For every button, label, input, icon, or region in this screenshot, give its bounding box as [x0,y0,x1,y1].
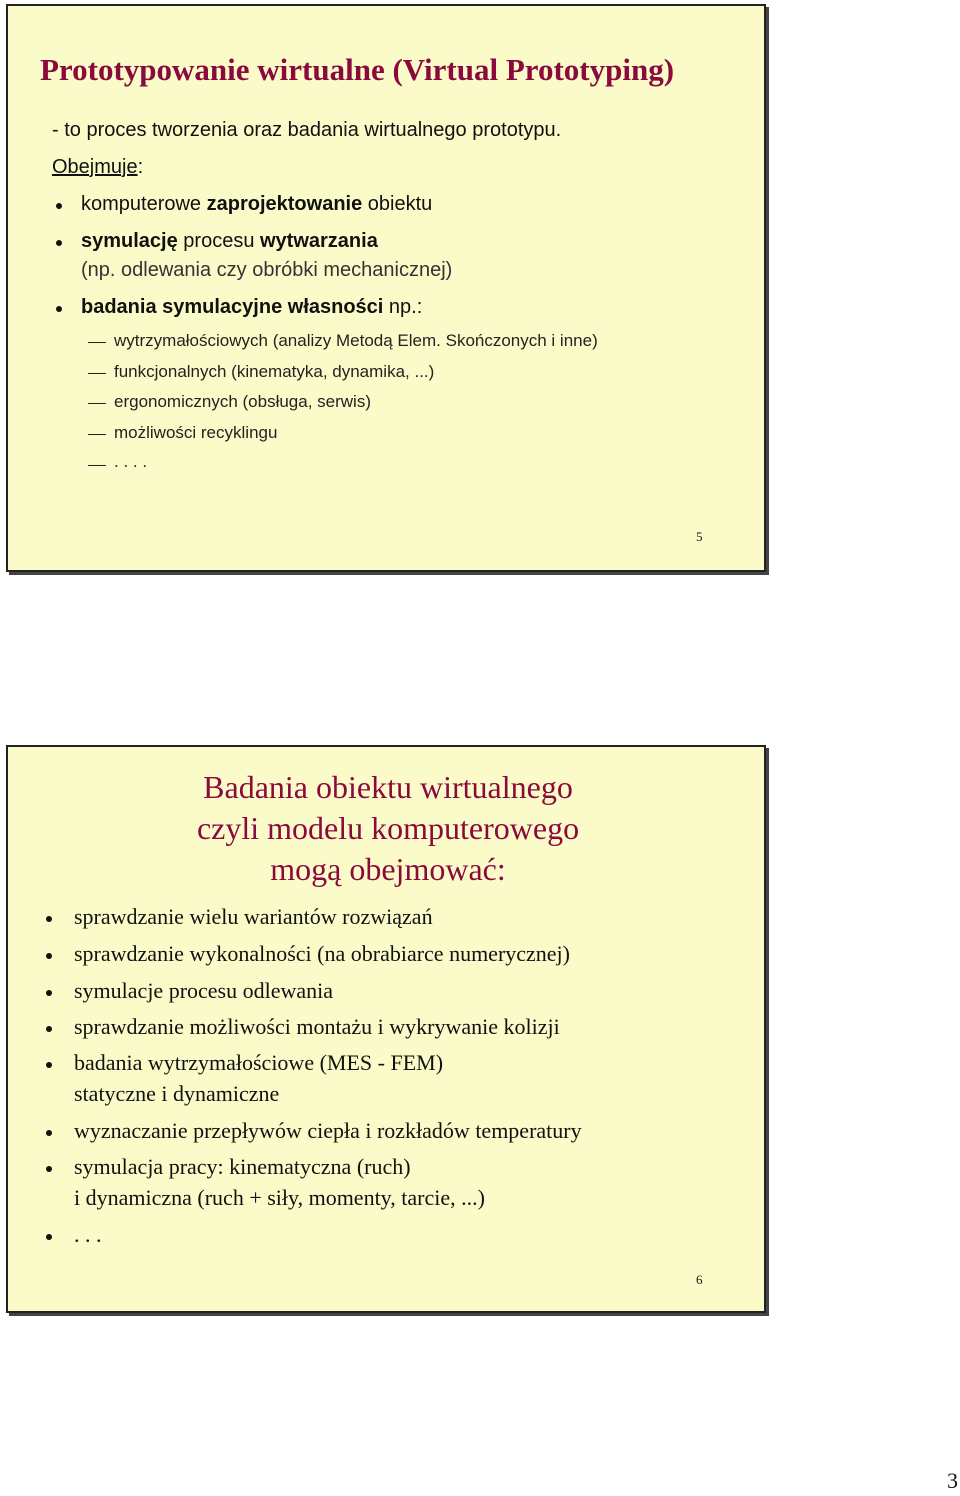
sub-item: funkcjonalnych (kinematyka, dynamika, ...) [114,362,435,381]
bullet-icon [46,1130,52,1136]
list-item: sprawdzanie możliwości montażu i wykrywanie kolizji [74,1014,560,1039]
bullet-icon [46,953,52,959]
page-number: 3 [947,1468,958,1493]
slide-title-line: Badania obiektu wirtualnego [203,769,573,805]
covers-link[interactable]: Obejmuje [52,156,138,178]
bullet-icon [46,990,52,996]
bullet-icon [46,916,52,922]
bullet-icon [56,203,62,209]
intro-text: - to proces tworzenia oraz badania wirtualnego prototypu. [52,119,562,141]
bullet-icon [56,306,62,312]
list-item: symulacje procesu odlewania [74,978,334,1003]
bullet-item-design: komputerowe zaprojektowanie obiektu [81,193,433,215]
list-item: sprawdzanie wielu wariantów rozwiązań [74,904,433,929]
sub-item: wytrzymałościowych (analizy Metodą Elem. Skończonych i inne) [114,331,598,350]
list-item: . . . [74,1222,102,1247]
slide-page-number: 5 [696,529,703,544]
list-item-continuation: i dynamiczna (ruch + siły, momenty, tarcie, ...) [74,1185,485,1210]
slide-title: Prototypowanie wirtualne (Virtual Prototyping) [40,52,675,87]
bullet-icon [46,1026,52,1032]
list-item: badania wytrzymałościowe (MES - FEM) [74,1050,444,1075]
list-item: sprawdzanie wykonalności (na obrabiarce numerycznej) [74,941,570,966]
sub-item: . . . . [114,452,148,471]
slide-title-line: mogą obejmować: [270,851,506,887]
slide-6 [6,745,766,1313]
bullet-icon [46,1166,52,1172]
bullet-item-simulation-detail: (np. odlewania czy obróbki mechanicznej) [81,259,453,281]
dash-icon [88,403,106,404]
bullet-item-research: badania symulacyjne własności np.: [81,296,423,318]
bullet-icon [56,240,62,246]
bullet-icon [46,1234,52,1240]
dash-icon [88,434,106,435]
dash-icon [88,342,106,343]
bullet-icon [46,1062,52,1068]
slide-title-line: czyli modelu komputerowego [196,810,580,846]
list-item: symulacja pracy: kinematyczna (ruch) [74,1154,411,1179]
slide-page-number: 6 [696,1272,703,1287]
list-item-continuation: statyczne i dynamiczne [74,1081,280,1106]
slide-5 [6,4,766,572]
sub-item: ergonomicznych (obsługa, serwis) [114,392,371,411]
dash-icon [88,465,106,466]
list-item: wyznaczanie przepływów ciepła i rozkładów temperatury [74,1118,582,1143]
dash-icon [88,373,106,374]
bullet-item-simulation: symulację procesu wytwarzania [81,230,378,252]
sub-item: możliwości recyklingu [114,423,278,442]
covers-label: Obejmuje: [52,156,144,178]
